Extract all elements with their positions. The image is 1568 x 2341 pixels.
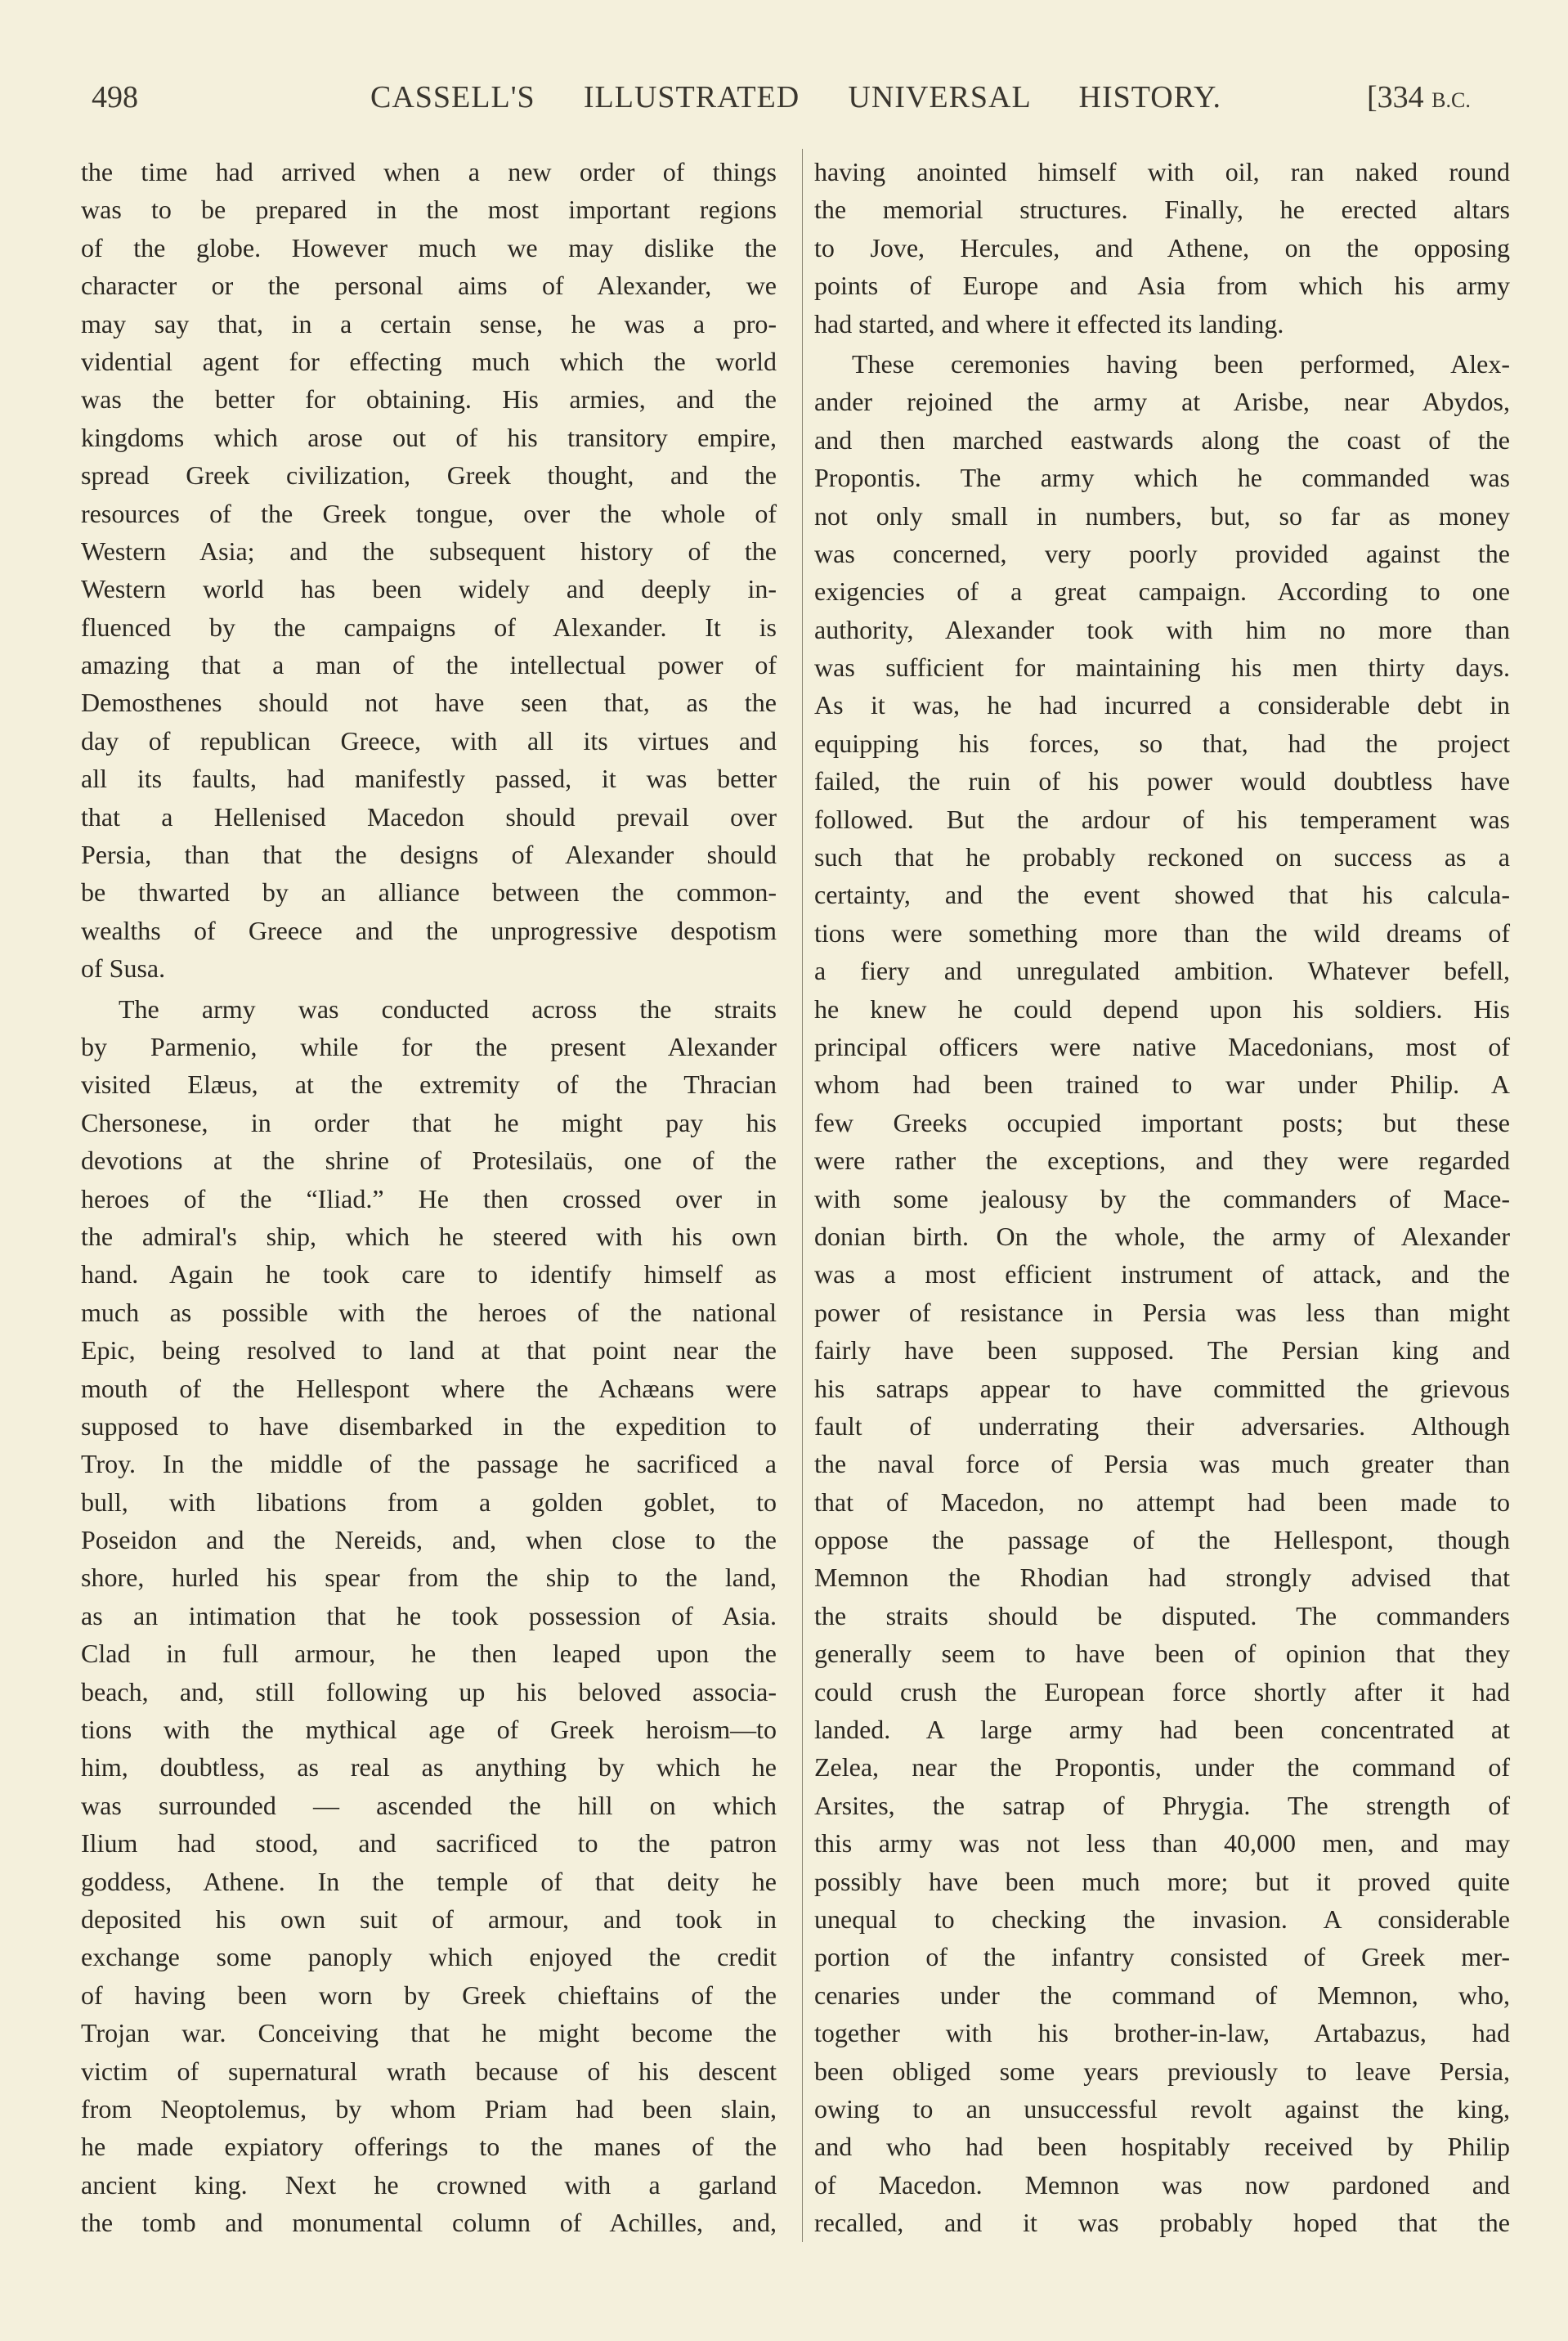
text-line: had started, and where it effected its landing. — [814, 308, 1284, 339]
text-line: Trojan war. Conceiving that he might become the — [81, 2018, 777, 2048]
text-line: much as possible with the heroes of the national — [81, 1297, 777, 1327]
text-line: portion of the infantry consisted of Greek mer- — [814, 1942, 1510, 1972]
text-line: Memnon the Rhodian had strongly advised that — [814, 1563, 1510, 1593]
text-line: Epic, being resolved to land at that point near the — [81, 1335, 777, 1366]
text-line: not only small in numbers, but, so far as money — [814, 500, 1510, 531]
text-line: visited Elæus, at the extremity of the Thracian — [81, 1070, 777, 1100]
text-line: followed. But the ardour of his temperament was — [814, 804, 1510, 834]
paragraph — [814, 345, 1510, 2242]
text-line: The army was conducted across the straits — [119, 993, 777, 1024]
text-line: day of republican Greece, with all its virtues and — [81, 725, 777, 756]
text-line: devotions at the shrine of Protesilaüs, one of the — [81, 1146, 777, 1176]
text-line: authority, Alexander took with him no more than — [814, 614, 1510, 644]
text-line: was the better for obtaining. His armies, and the — [81, 384, 777, 415]
date-bracket: [334 — [1367, 80, 1424, 114]
text-line: shore, hurled his spear from the ship to the land, — [81, 1563, 777, 1593]
text-line: the tomb and monumental column of Achilles, and, — [81, 2208, 777, 2238]
text-line: tions were something more than the wild dreams of — [814, 917, 1510, 948]
text-line: having anointed himself with oil, ran naked round — [814, 157, 1510, 186]
text-line: spread Greek civilization, Greek thought, and the — [81, 460, 777, 491]
text-line: and who had been hospitably received by Philip — [814, 2132, 1510, 2162]
text-line: of Macedon. Memnon was now pardoned and — [814, 2169, 1510, 2200]
text-line: was surrounded — ascended the hill on which — [81, 1790, 777, 1820]
text-line: with some jealousy by the commanders of Mace- — [814, 1183, 1510, 1213]
text-line: may say that, in a certain sense, he was a pro- — [81, 308, 777, 339]
text-line: to Jove, Hercules, and Athene, on the opposing — [814, 232, 1510, 262]
text-line: of Susa. — [81, 953, 166, 984]
text-line: been obliged some years previously to leave Persia, — [814, 2056, 1510, 2086]
text-line: he made expiatory offerings to the manes of the — [81, 2132, 777, 2162]
text-line: power of resistance in Persia was less than might — [814, 1297, 1510, 1327]
text-line: landed. A large army had been concentrated at — [814, 1715, 1510, 1745]
text-line: These ceremonies having been performed, Alex- — [852, 348, 1510, 379]
text-line: as an intimation that he took possession of Asia. — [81, 1600, 777, 1630]
text-line: deposited his own suit of armour, and took in — [81, 1904, 777, 1934]
text-line: wealths of Greece and the unprogressive despotism — [81, 915, 777, 945]
text-line: exigencies of a great campaign. According to one — [814, 576, 1510, 607]
text-line: of the globe. However much we may dislike the — [81, 232, 777, 262]
page-number: 498 — [92, 80, 138, 114]
left-column — [81, 153, 777, 2241]
text-line: amazing that a man of the intellectual power of — [81, 650, 777, 680]
text-line: the straits should be disputed. The commanders — [814, 1600, 1510, 1630]
text-line: As it was, he had incurred a considerable debt in — [814, 690, 1510, 720]
text-line: resources of the Greek tongue, over the whole of — [81, 498, 777, 528]
text-line: him, doubtless, as real as anything by which he — [81, 1752, 777, 1783]
text-line: ancient king. Next he crowned with a garland — [81, 2169, 777, 2200]
text-line: Western Asia; and the subsequent history of the — [81, 536, 777, 566]
paragraph — [814, 153, 1510, 343]
text-line: recalled, and it was probably hoped that the — [814, 2208, 1510, 2238]
text-line: Demosthenes should not have seen that, as the — [81, 688, 777, 718]
text-line: Troy. In the middle of the passage he sacrificed a — [81, 1449, 777, 1479]
text-line: whom had been trained to war under Philip. A — [814, 1070, 1510, 1100]
text-line: failed, the ruin of his power would doubtless have — [814, 766, 1510, 796]
text-line: that of Macedon, no attempt had been made to — [814, 1487, 1510, 1517]
text-line: beach, and, still following up his beloved associa- — [81, 1676, 777, 1706]
text-line: was a most efficient instrument of attack, and the — [814, 1259, 1510, 1289]
text-line: owing to an unsuccessful revolt against the king, — [814, 2093, 1510, 2123]
text-line: points of Europe and Asia from which his army — [814, 271, 1510, 301]
text-line: victim of supernatural wrath because of his descent — [81, 2056, 777, 2086]
text-line: a fiery and unregulated ambition. Whatever befell, — [814, 956, 1510, 986]
text-line: mouth of the Hellespont where the Achæans were — [81, 1373, 777, 1403]
text-line: ander rejoined the army at Arisbe, near Abydos, — [814, 387, 1510, 417]
text-line: few Greeks occupied important posts; but these — [814, 1107, 1510, 1137]
text-line: tions with the mythical age of Greek heroism—to — [81, 1715, 777, 1745]
text-line: of having been worn by Greek chieftains of the — [81, 1980, 777, 2010]
text-line: Persia, than that the designs of Alexander should — [81, 840, 777, 870]
text-line: were rather the exceptions, and they were regarded — [814, 1146, 1510, 1176]
text-line: fairly have been supposed. The Persian king and — [814, 1335, 1510, 1366]
text-line: could crush the European force shortly after it had — [814, 1676, 1510, 1706]
text-line: oppose the passage of the Hellespont, though — [814, 1525, 1510, 1555]
text-line: from Neoptolemus, by whom Priam had been slain, — [81, 2093, 777, 2123]
text-line: his satraps appear to have committed the grievous — [814, 1373, 1510, 1403]
text-line: all its faults, had manifestly passed, it was better — [81, 764, 777, 794]
text-line: such that he probably reckoned on success as a — [814, 842, 1510, 872]
text-line: the time had arrived when a new order of things — [81, 157, 777, 186]
text-line: generally seem to have been of opinion that they — [814, 1639, 1510, 1669]
text-line: and then marched eastwards along the coast of the — [814, 424, 1510, 455]
text-line: Chersonese, in order that he might pay his — [81, 1107, 777, 1137]
text-line: goddess, Athene. In the temple of that deity he — [81, 1866, 777, 1896]
text-line: fault of underrating their adversaries. Although — [814, 1410, 1510, 1441]
text-line: the memorial structures. Finally, he erected altars — [814, 195, 1510, 225]
text-line: was sufficient for maintaining his men thirty days. — [814, 653, 1510, 683]
right-column — [814, 153, 1510, 2241]
text-line: hand. Again he took care to identify himself as — [81, 1259, 777, 1289]
text-line: that a Hellenised Macedon should prevail over — [81, 801, 777, 832]
text-line: Ilium had stood, and sacrificed to the patron — [81, 1828, 777, 1859]
text-line: he knew he could depend upon his soldiers. His — [814, 993, 1510, 1024]
text-line: donian birth. On the whole, the army of Alexander — [814, 1221, 1510, 1251]
text-line: kingdoms which arose out of his transitory empire, — [81, 422, 777, 452]
text-line: equipping his forces, so that, had the project — [814, 728, 1510, 758]
text-line: character or the personal aims of Alexander, we — [81, 271, 777, 301]
text-line: this army was not less than 40,000 men, and may — [814, 1828, 1510, 1859]
text-line: principal officers were native Macedonians, most of — [814, 1031, 1510, 1061]
text-line: Poseidon and the Nereids, and, when close to the — [81, 1525, 777, 1555]
text-line: cenaries under the command of Memnon, who, — [814, 1980, 1510, 2010]
text-line: be thwarted by an alliance between the common- — [81, 877, 777, 908]
text-line: supposed to have disembarked in the expedition to — [81, 1410, 777, 1441]
text-line: possibly have been much more; but it proved quite — [814, 1866, 1510, 1896]
text-line: unequal to checking the invasion. A considerable — [814, 1904, 1510, 1934]
text-line: fluenced by the campaigns of Alexander. It is — [81, 612, 777, 642]
text-line: vidential agent for effecting much which the world — [81, 346, 777, 376]
text-line: Clad in full armour, he then leaped upon the — [81, 1639, 777, 1669]
column-divider — [802, 149, 803, 2242]
text-line: was to be prepared in the most important regions — [81, 195, 777, 225]
text-line: certainty, and the event showed that his calcula- — [814, 880, 1510, 910]
text-line: bull, with libations from a golden goblet, to — [81, 1487, 777, 1517]
date-era: B.C. — [1431, 88, 1471, 112]
text-line: Zelea, near the Propontis, under the command of — [814, 1752, 1510, 1783]
text-line: by Parmenio, while for the present Alexander — [81, 1031, 777, 1061]
date-reference — [1367, 77, 1471, 121]
text-line: exchange some panoply which enjoyed the credit — [81, 1942, 777, 1972]
text-line: was concerned, very poorly provided against the — [814, 538, 1510, 568]
text-line: Arsites, the satrap of Phrygia. The strength of — [814, 1790, 1510, 1820]
text-line: together with his brother-in-law, Artabazus, had — [814, 2018, 1510, 2048]
paragraph — [81, 990, 777, 2242]
running-title: CASSELL'S ILLUSTRATED UNIVERSAL HISTORY. — [370, 80, 1221, 114]
text-line: heroes of the “Iliad.” He then crossed over in — [81, 1183, 777, 1213]
text-line: the admiral's ship, which he steered with his own — [81, 1221, 777, 1251]
text-line: Propontis. The army which he commanded was — [814, 463, 1510, 493]
text-line: the naval force of Persia was much greater than — [814, 1449, 1510, 1479]
paragraph — [81, 153, 777, 988]
text-line: Western world has been widely and deeply in- — [81, 574, 777, 604]
